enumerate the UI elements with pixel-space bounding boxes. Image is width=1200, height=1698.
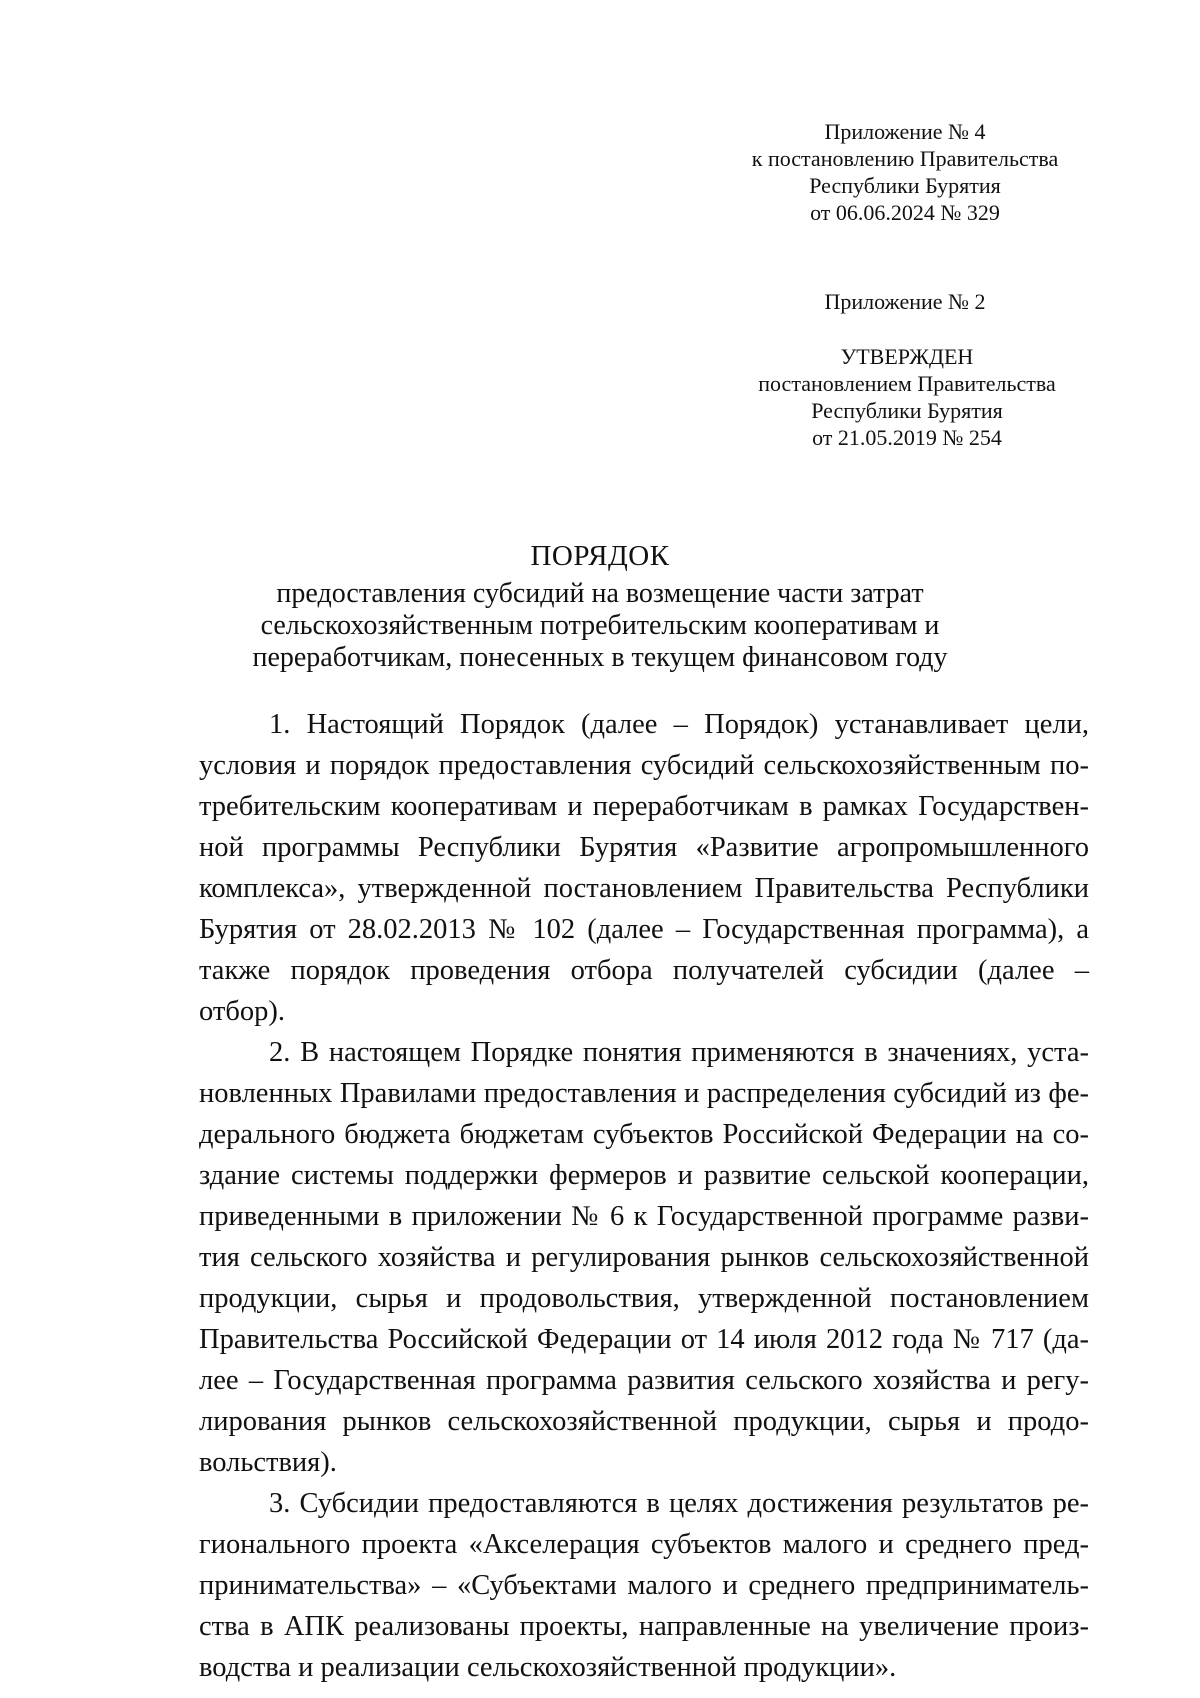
title-line: предоставления субсидий на возмещение части затрат xyxy=(276,578,924,609)
annex-4-line: Приложение № 4 xyxy=(824,119,986,144)
document-body xyxy=(199,704,1089,1688)
document-title xyxy=(0,540,1200,674)
annex-4-line: к постановлению Правительства xyxy=(751,146,1059,171)
paragraph-3: 3. Субсидии предоставляются в целях достижения результатов регионального проекта «Акселерация субъектов малого и среднего предпринимательства» – «Субъектами малого и среднего предпринимательства в АПК реализованы проекты, направленные на увеличение производства и реализации сельскохозяйственной продукции». xyxy=(199,1488,1089,1683)
annex-4-header xyxy=(720,118,1090,226)
paragraph-2: 2. В настоящем Порядке понятия применяются в значениях, установленных Правилами предоставления и распределения субсидий из федерального бюджета бюджетам субъектов Российской Федерации на создание системы поддержки фермеров и развитие сельской кооперации, приведенными в приложении № 6 к Государственной программе развития сельского хозяйства и регулирования рынков сельскохозяйственной продукции, сырья и продовольствия, утвержденной постановлением Правительства Российской Федерации от 14 июля 2012 года № 717 (далее – Государственная программа развития сельского хозяйства и регулирования рынков сельскохозяйственной продукции, сырья и продовольствия). xyxy=(199,1037,1089,1478)
approved-line: Республики Бурятия xyxy=(811,398,1003,423)
title-line: переработчикам, понесенных в текущем финансовом году xyxy=(252,642,948,673)
annex-2-line: Приложение № 2 xyxy=(824,289,986,314)
approved-header xyxy=(722,343,1092,451)
annex-4-line: от 06.06.2024 № 329 xyxy=(810,200,1000,225)
approved-line: УТВЕРЖДЕН xyxy=(840,344,974,369)
annex-4-line: Республики Бурятия xyxy=(809,173,1001,198)
title-line: сельскохозяйственным потребительским кооперативам и xyxy=(260,610,940,641)
title-heading: ПОРЯДОК xyxy=(530,540,670,572)
approved-line: постановлением Правительства xyxy=(758,371,1056,396)
approved-line: от 21.05.2019 № 254 xyxy=(812,425,1002,450)
annex-2-header xyxy=(800,288,1010,315)
paragraph-1: 1. Настоящий Порядок (далее – Порядок) устанавливает цели, условия и порядок предоставления субсидий сельскохозяйственным потребительским кооперативам и переработчикам в рамках Государственной программы Республики Бурятия «Развитие агропромышленного комплекса», утвержденной постановлением Правительства Республики Бурятия от 28.02.2013 № 102 (далее – Государственная программа), а также порядок проведения отбора получателей субсидии (далее – отбор). xyxy=(199,709,1089,1027)
